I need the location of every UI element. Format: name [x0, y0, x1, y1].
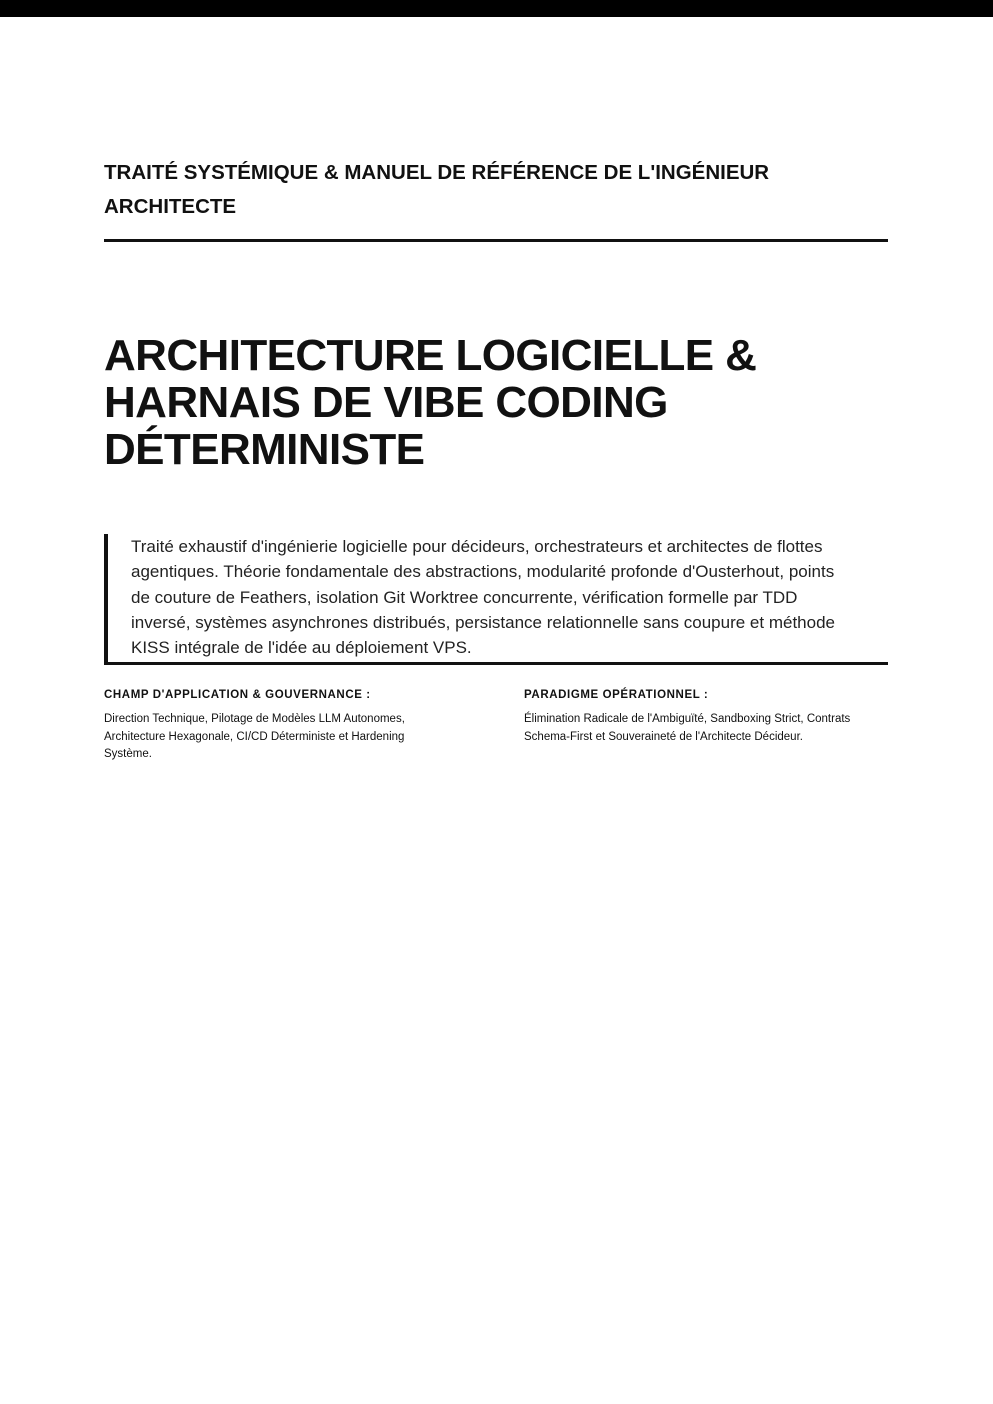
- top-bar: [0, 0, 993, 17]
- paradigm-label: PARADIGME OPÉRATIONNEL :: [524, 689, 709, 701]
- scope-text: Direction Technique, Pilotage de Modèles LLM Autonomes, Architecture Hexagonale, CI/CD Déterministe et Hardening Système.: [104, 713, 405, 760]
- abstract-block: [104, 534, 888, 665]
- scope-column: [104, 688, 454, 764]
- paradigm-text: Élimination Radicale de l'Ambiguïté, Sandboxing Strict, Contrats Schema-First et Souveraineté de l'Architecte Décideur.: [524, 713, 851, 743]
- document-kicker: TRAITÉ SYSTÉMIQUE & MANUEL DE RÉFÉRENCE DE L'INGÉNIEUR ARCHITECTE: [104, 161, 770, 218]
- document-title: ARCHITECTURE LOGICIELLE & HARNAIS DE VIBE CODING DÉTERMINISTE: [104, 331, 757, 474]
- paradigm-column: [524, 688, 874, 746]
- kicker-divider: [104, 239, 888, 242]
- scope-label: CHAMP D'APPLICATION & GOUVERNANCE :: [104, 689, 371, 701]
- abstract-text: Traité exhaustif d'ingénierie logicielle pour décideurs, orchestrateurs et architectes de flottes agentiques. Théorie fondamentale des abstractions, modularité profonde d'Ousterhout, points de couture de Feathers, isolation Git Worktree concurrente, vérification formelle par TDD inversé, systèmes asynchrones distribués, persistance relationnelle sans coupure et méthode KISS intégrale de l'idée au déploiement VPS.: [131, 537, 835, 658]
